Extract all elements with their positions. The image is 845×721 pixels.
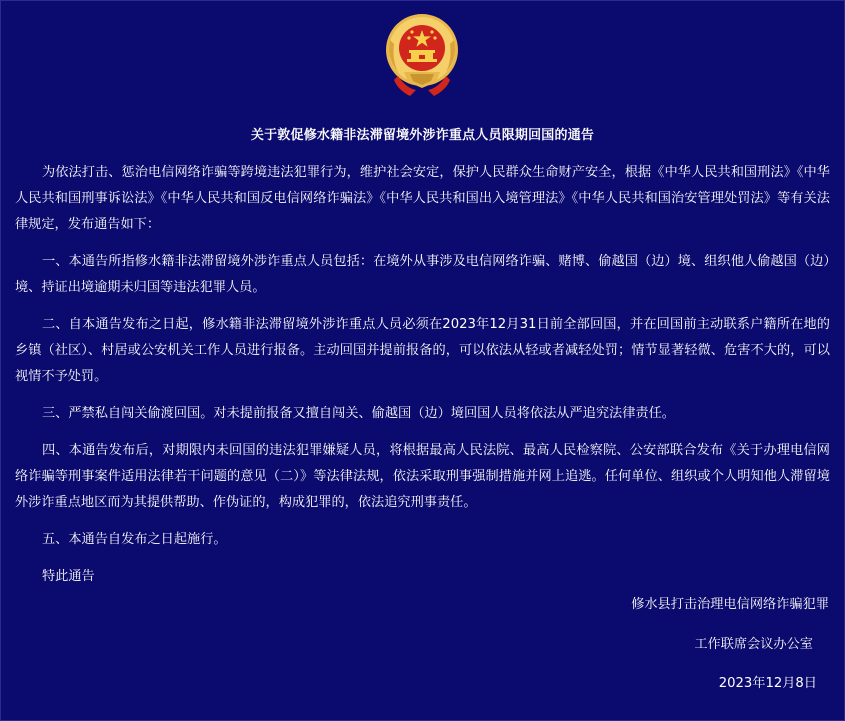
paragraph-item-4: 四、本通告发布后，对期限内未回国的违法犯罪嫌疑人员，将根据最高人民法院、最高人民检察院、公安部联合发布《关于办理电信网络诈骗等刑事案件适用法律若干问题的意见（二）》等法律法规，依法采取刑事强制措施并网上追逃。任何单位、组织或个人明知他人滞留境外涉诈重点地区而为其提供帮助、作伪证的，构成犯罪的，依法追究刑事责任。 bbox=[15, 443, 830, 510]
notice-title: 关于敦促修水籍非法滞留境外涉诈重点人员限期回国的通告 bbox=[250, 128, 595, 143]
notice-body bbox=[15, 160, 830, 601]
signature-org-line2: 工作联席会议办公室 bbox=[694, 637, 813, 652]
signature-org-line1: 修水县打击治理电信网络诈骗犯罪 bbox=[631, 597, 829, 612]
paragraph-item-5: 五、本通告自发布之日起施行。 bbox=[42, 532, 227, 547]
signature-date: 2023年12月8日 bbox=[718, 676, 817, 691]
paragraph-item-1: 一、本通告所指修水籍非法滞留境外涉诈重点人员包括：在境外从事涉及电信网络诈骗、赌博、偷越国（边）境、组织他人偷越国（边）境、持证出境逾期未归国等违法犯罪人员。 bbox=[15, 254, 830, 295]
paragraph-intro: 为依法打击、惩治电信网络诈骗等跨境违法犯罪行为，维护社会安定，保护人民群众生命财产安全，根据《中华人民共和国刑法》《中华人民共和国刑事诉讼法》《中华人民共和国反电信网络诈骗法》《中华人民共和国出入境管理法》《中华人民共和国治安管理处罚法》等有关法律规定，发布通告如下： bbox=[15, 165, 830, 232]
paragraph-item-3: 三、严禁私自闯关偷渡回国。对未提前报备又擅自闯关、偷越国（边）境回国人员将依法从严追究法律责任。 bbox=[42, 406, 675, 421]
police-emblem-icon bbox=[376, 10, 468, 98]
paragraph-item-2: 二、自本通告发布之日起，修水籍非法滞留境外涉诈重点人员必须在2023年12月31日前全部回国，并在回国前主动联系户籍所在地的乡镇（社区）、村居或公安机关工作人员进行报备。主动回国并提前报备的，可以依法从轻或者减轻处罚；情节显著轻微、危害不大的，可以视情不予处罚。 bbox=[15, 317, 830, 384]
paragraph-closing: 特此通告 bbox=[42, 569, 95, 584]
